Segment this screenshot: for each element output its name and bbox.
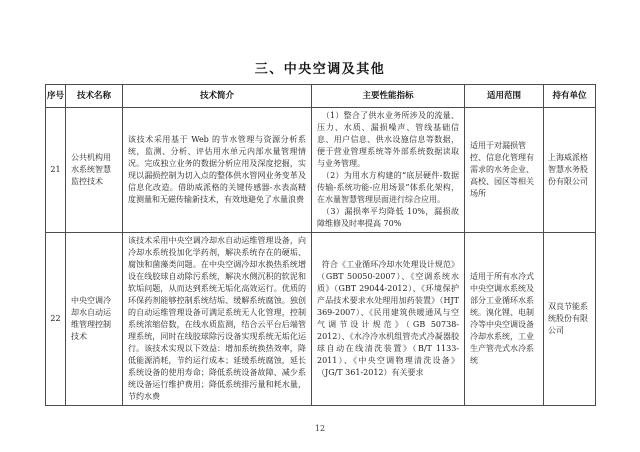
cell-holding-unit: 上海威派格智慧水务股份有限公司 [544, 108, 596, 233]
col-header-tech-intro: 技术简介 [123, 85, 312, 108]
tech-intro-text: 该技术采用中央空调冷却水自动运维管理设备，向冷却水系统投加化学药剂，解决系统存在的硬垢、腐蚀和菌藻类问题。在中央空调冷却水换热系统增设在线胶球自动除污系统，解决水侧沉积的软泥和软垢问题，从而达到系统无垢化高效运行。优质的环保药剂能够控制系统结垢、缓解系统腐蚀。独创的自动运维管理设备可满足系统无人化管理，控制系统浓缩倍数，在线水质监测，结合云平台后端管理系统，同时在线胶球除污设备实现系统无垢化运行。该技术实现以下效益：增加系统换热效率，降低能源消耗，节约运行成本；延缓系统腐蚀，延长系统设备的使用寿命；降低系统设备故障、减少系统设备运行维护费用；降低系统排污量和耗水量，节约水费 [128, 236, 306, 401]
cell-performance-indicators [312, 108, 465, 233]
col-header-serial: 序号 [46, 85, 66, 108]
page-title: 三、中央空调及其他 [254, 62, 386, 77]
cell-tech-name: 公共机构用水系统智慧监控技术 [66, 108, 123, 233]
indicator-item: （1）整合了供水业务所涉及的流量、压力、水质、漏损噪声、管线基础信息、用户信息、供水设施信息等数据，便于营业管理系统等外部系统数据读取与业务管理。 [317, 111, 459, 168]
cell-tech-intro [123, 233, 312, 406]
cell-serial-number: 21 [46, 108, 66, 233]
indicator-item: 符合《工业循环冷却水处理设计规范》（GBT 50050-2007）、《空调系统水质》（GBT 29044-2012）、《环境保护产品技术要求水处理用加药装置》（HJT 369-2007）、《民用建筑供暖通风与空气调节设计规范》（GB 50738-2012）、《水冷冷水机组管壳式冷凝器胶球自动在线清洗装置》（B/T 1133-2011）、《中央空调物理清洗设备》（JG/T 361-2012）有关要求 [317, 260, 459, 377]
cell-tech-name: 中央空调冷却水自动运维管理控制技术 [66, 233, 123, 406]
indicator-item: （2）为用水方构建的“底层硬件-数据传输-系统功能-应用场景”体系化架构，在水量智慧管理层面进行综合应用。 [317, 171, 459, 204]
technology-table [45, 84, 596, 406]
table-header-row [46, 85, 596, 108]
cell-applicable-scope: 适用于对漏损管控、信息化管理有需求的水务企业、高校、园区等相关场所 [465, 108, 544, 233]
col-header-indicators: 主要性能指标 [312, 85, 465, 108]
cell-performance-indicators [312, 233, 465, 406]
tech-intro-text: 该技术采用基于 Web 的节水管理与资源分析系统，监测、分析、评估用水单元内部水量管理情况。完成独立业务的数据分析应用及深度挖掘，实现以漏损控制为切入点的整体供水管网业务变革及信息化改造。借助威派格的关键传感器-水表高精度测量和无磁传输新技术，有效地避免了水量浪费 [128, 135, 306, 204]
col-header-scope: 适用范围 [465, 85, 544, 108]
col-header-tech-name: 技术名称 [66, 85, 123, 108]
table-row [46, 233, 596, 406]
table-row [46, 108, 596, 233]
indicator-item: （3）漏损率平均降低 10%，漏损故障维修及时率提高 70% [317, 207, 459, 228]
cell-serial-number: 22 [46, 233, 66, 406]
cell-applicable-scope: 适用于所有水冷式中央空调水系统及部分工业循环水系统。溴化锂、电制冷等中央空调设备冷却水系统，工业生产管壳式水冷系统 [465, 233, 544, 406]
cell-holding-unit: 双良节能系统股份有限公司 [544, 233, 596, 406]
col-header-holder: 持有单位 [544, 85, 596, 108]
cell-tech-intro [123, 108, 312, 233]
page-number: 12 [314, 424, 326, 433]
